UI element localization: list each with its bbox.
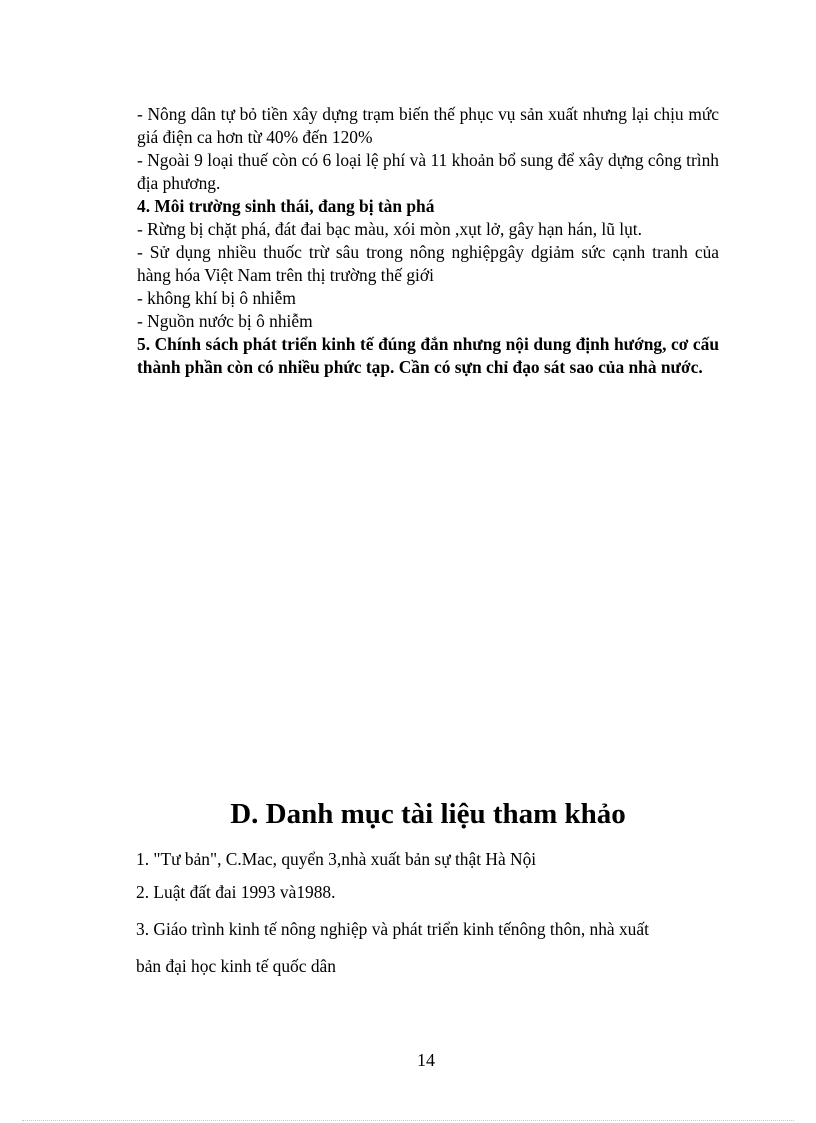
reference-item: bản đại học kinh tế quốc dân bbox=[136, 956, 336, 976]
section-heading-environment: 4. Môi trường sinh thái, đang bị tàn phá bbox=[137, 196, 435, 216]
page-number: 14 bbox=[417, 1050, 435, 1070]
reference-item: 2. Luật đất đai 1993 và1988. bbox=[136, 882, 336, 902]
paragraph-electricity-cost: - Nông dân tự bỏ tiền xây dựng trạm biến thế phục vụ sản xuất nhưng lại chịu mức giá điện ca hơn từ 40% đến 120% bbox=[137, 104, 719, 147]
paragraph-deforestation: - Rừng bị chặt phá, đát đai bạc màu, xói mòn ,xụt lở, gây hạn hán, lũ lụt. bbox=[137, 219, 642, 239]
paragraph-air-pollution: - không khí bị ô nhiễm bbox=[137, 288, 296, 308]
paragraph-pesticides: - Sử dụng nhiều thuốc trừ sâu trong nông nghiệpgây dgiảm sức cạnh tranh của hàng hóa Việt Nam trên thị trường thế giới bbox=[137, 242, 719, 285]
references-heading: D. Danh mục tài liệu tham khảo bbox=[230, 798, 626, 830]
reference-item: 1. "Tư bản", C.Mac, quyển 3,nhà xuất bản sự thật Hà Nội bbox=[136, 849, 537, 869]
page-bottom-divider bbox=[22, 1120, 794, 1121]
paragraph-water-pollution: - Nguồn nước bị ô nhiễm bbox=[137, 311, 313, 331]
paragraph-taxes-fees: - Ngoài 9 loại thuế còn có 6 loại lệ phí và 11 khoản bổ sung để xây dựng công trình địa phương. bbox=[137, 150, 719, 193]
reference-item: 3. Giáo trình kinh tế nông nghiệp và phát triển kinh tếnông thôn, nhà xuất bbox=[136, 919, 649, 939]
section-heading-economic-policy: 5. Chính sách phát triển kinh tế đúng đắn nhưng nội dung định hướng, cơ cấu thành phần còn có nhiều phức tạp. Cần có sựn chỉ đạo sát sao của nhà nước. bbox=[137, 334, 719, 377]
body-text bbox=[137, 103, 719, 379]
